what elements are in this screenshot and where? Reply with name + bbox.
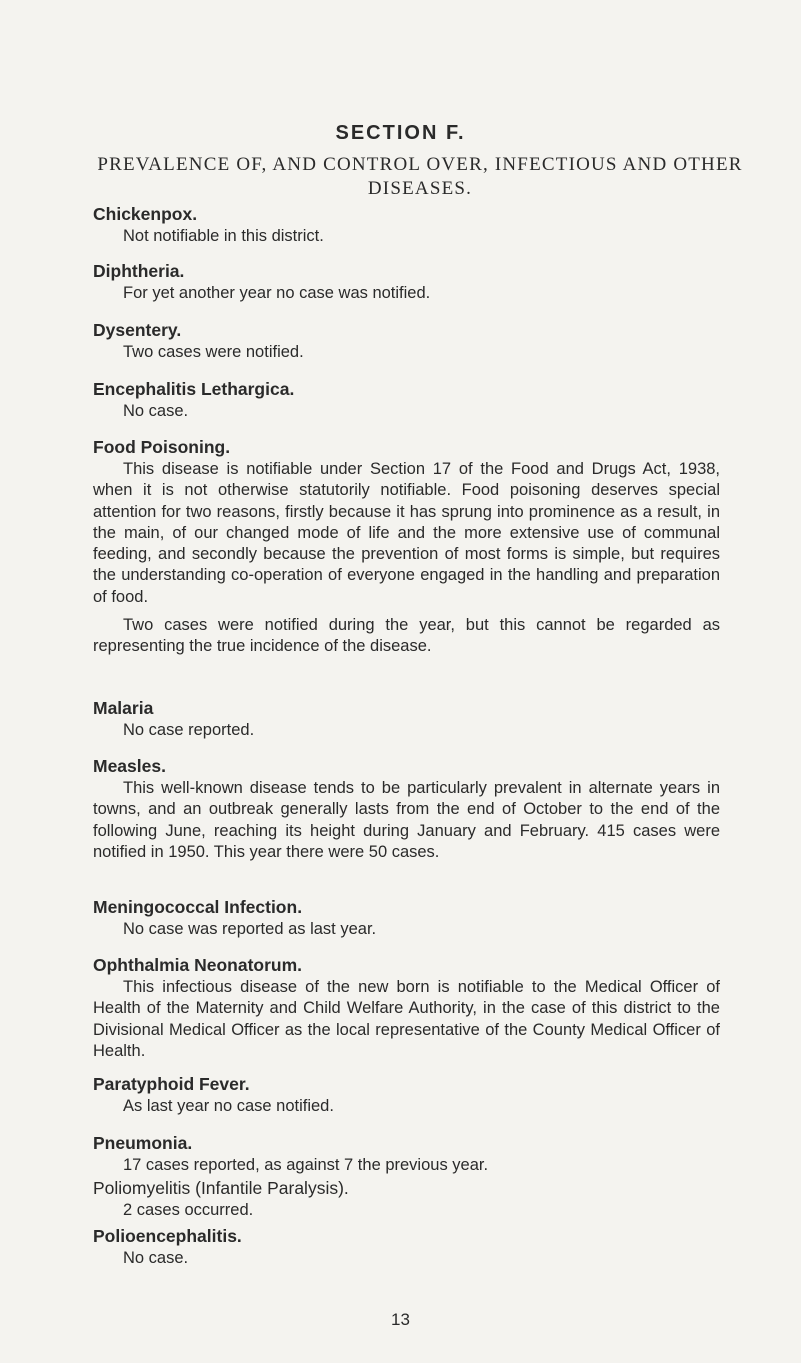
entry-heading: Diphtheria. xyxy=(93,261,185,281)
entry-heading: Food Poisoning. xyxy=(93,437,231,457)
entry-heading: Meningococcal Infection. xyxy=(93,897,303,917)
entry-poliomyelitis xyxy=(93,1176,720,1221)
entry-heading: Malaria xyxy=(93,698,154,718)
entry-text: No case was reported as last year. xyxy=(123,920,377,938)
entry-malaria xyxy=(93,696,720,741)
section-title: SECTION F. xyxy=(335,122,466,144)
entry-ophthalmia-neonatorum xyxy=(93,953,720,1062)
entry-paratyphoid-fever xyxy=(93,1072,720,1117)
entry-text: No case. xyxy=(123,1249,189,1267)
entry-pneumonia xyxy=(93,1131,720,1176)
entry-polioencephalitis xyxy=(93,1224,720,1269)
entry-text: No case reported. xyxy=(123,721,255,739)
page-title: PREVALENCE OF, AND CONTROL OVER, INFECTIOUS AND OTHER DISEASES. xyxy=(97,154,743,199)
entry-heading: Chickenpox. xyxy=(93,204,198,224)
entry-text: 17 cases reported, as against 7 the previous year. xyxy=(123,1156,489,1174)
entry-chickenpox xyxy=(93,202,720,247)
entry-heading: Pneumonia. xyxy=(93,1133,193,1153)
entry-diphtheria xyxy=(93,259,720,304)
entry-text: Two cases were notified during the year, but this cannot be regarded as representing the true incidence of the disease. xyxy=(93,616,720,656)
entry-text: This disease is notifiable under Section 17 of the Food and Drugs Act, 1938, when it is not otherwise statutorily notifiable. Food poisoning deserves special attention for two reasons, firstly because it has sprung into prominence as a result, in the main, of our changed mode of life and the more extensive use of communal feeding, and secondly because the prevention of most forms is simple, but requires the understanding co-operation of everyone engaged in the handling and preparation of food. xyxy=(93,460,720,606)
entry-heading: Dysentery. xyxy=(93,320,182,340)
entry-heading: Encephalitis Lethargica. xyxy=(93,379,295,399)
entry-food-poisoning xyxy=(93,435,720,658)
entry-text: This infectious disease of the new born is notifiable to the Medical Officer of Health of the Maternity and Child Welfare Authority, in the case of this district to the Divisional Medical Officer as the local representative of the County Medical Officer of Health. xyxy=(93,978,720,1060)
entry-heading: Paratyphoid Fever. xyxy=(93,1074,250,1094)
entry-heading: Ophthalmia Neonatorum. xyxy=(93,955,303,975)
entry-text: As last year no case notified. xyxy=(123,1097,334,1115)
entry-encephalitis-lethargica xyxy=(93,377,720,422)
entry-text: Two cases were notified. xyxy=(123,343,304,361)
entry-text: No case. xyxy=(123,402,189,420)
entry-heading: Measles. xyxy=(93,756,166,776)
entry-dysentery xyxy=(93,318,720,363)
entry-measles xyxy=(93,754,720,863)
entry-text: This well-known disease tends to be particularly prevalent in alternate years in towns, and an outbreak generally lasts from the end of October to the end of the following June, reaching its height during January and February. 415 cases were notified in 1950. This year there were 50 cases. xyxy=(93,779,720,861)
entry-heading: Polioencephalitis. xyxy=(93,1226,242,1246)
entry-text: For yet another year no case was notified. xyxy=(123,284,431,302)
entry-text: Not notifiable in this district. xyxy=(123,227,324,245)
page-number: 13 xyxy=(391,1310,410,1329)
entry-text: 2 cases occurred. xyxy=(123,1201,254,1219)
entry-meningococcal-infection xyxy=(93,895,720,940)
entry-heading: Poliomyelitis (Infantile Paralysis). xyxy=(93,1178,349,1198)
